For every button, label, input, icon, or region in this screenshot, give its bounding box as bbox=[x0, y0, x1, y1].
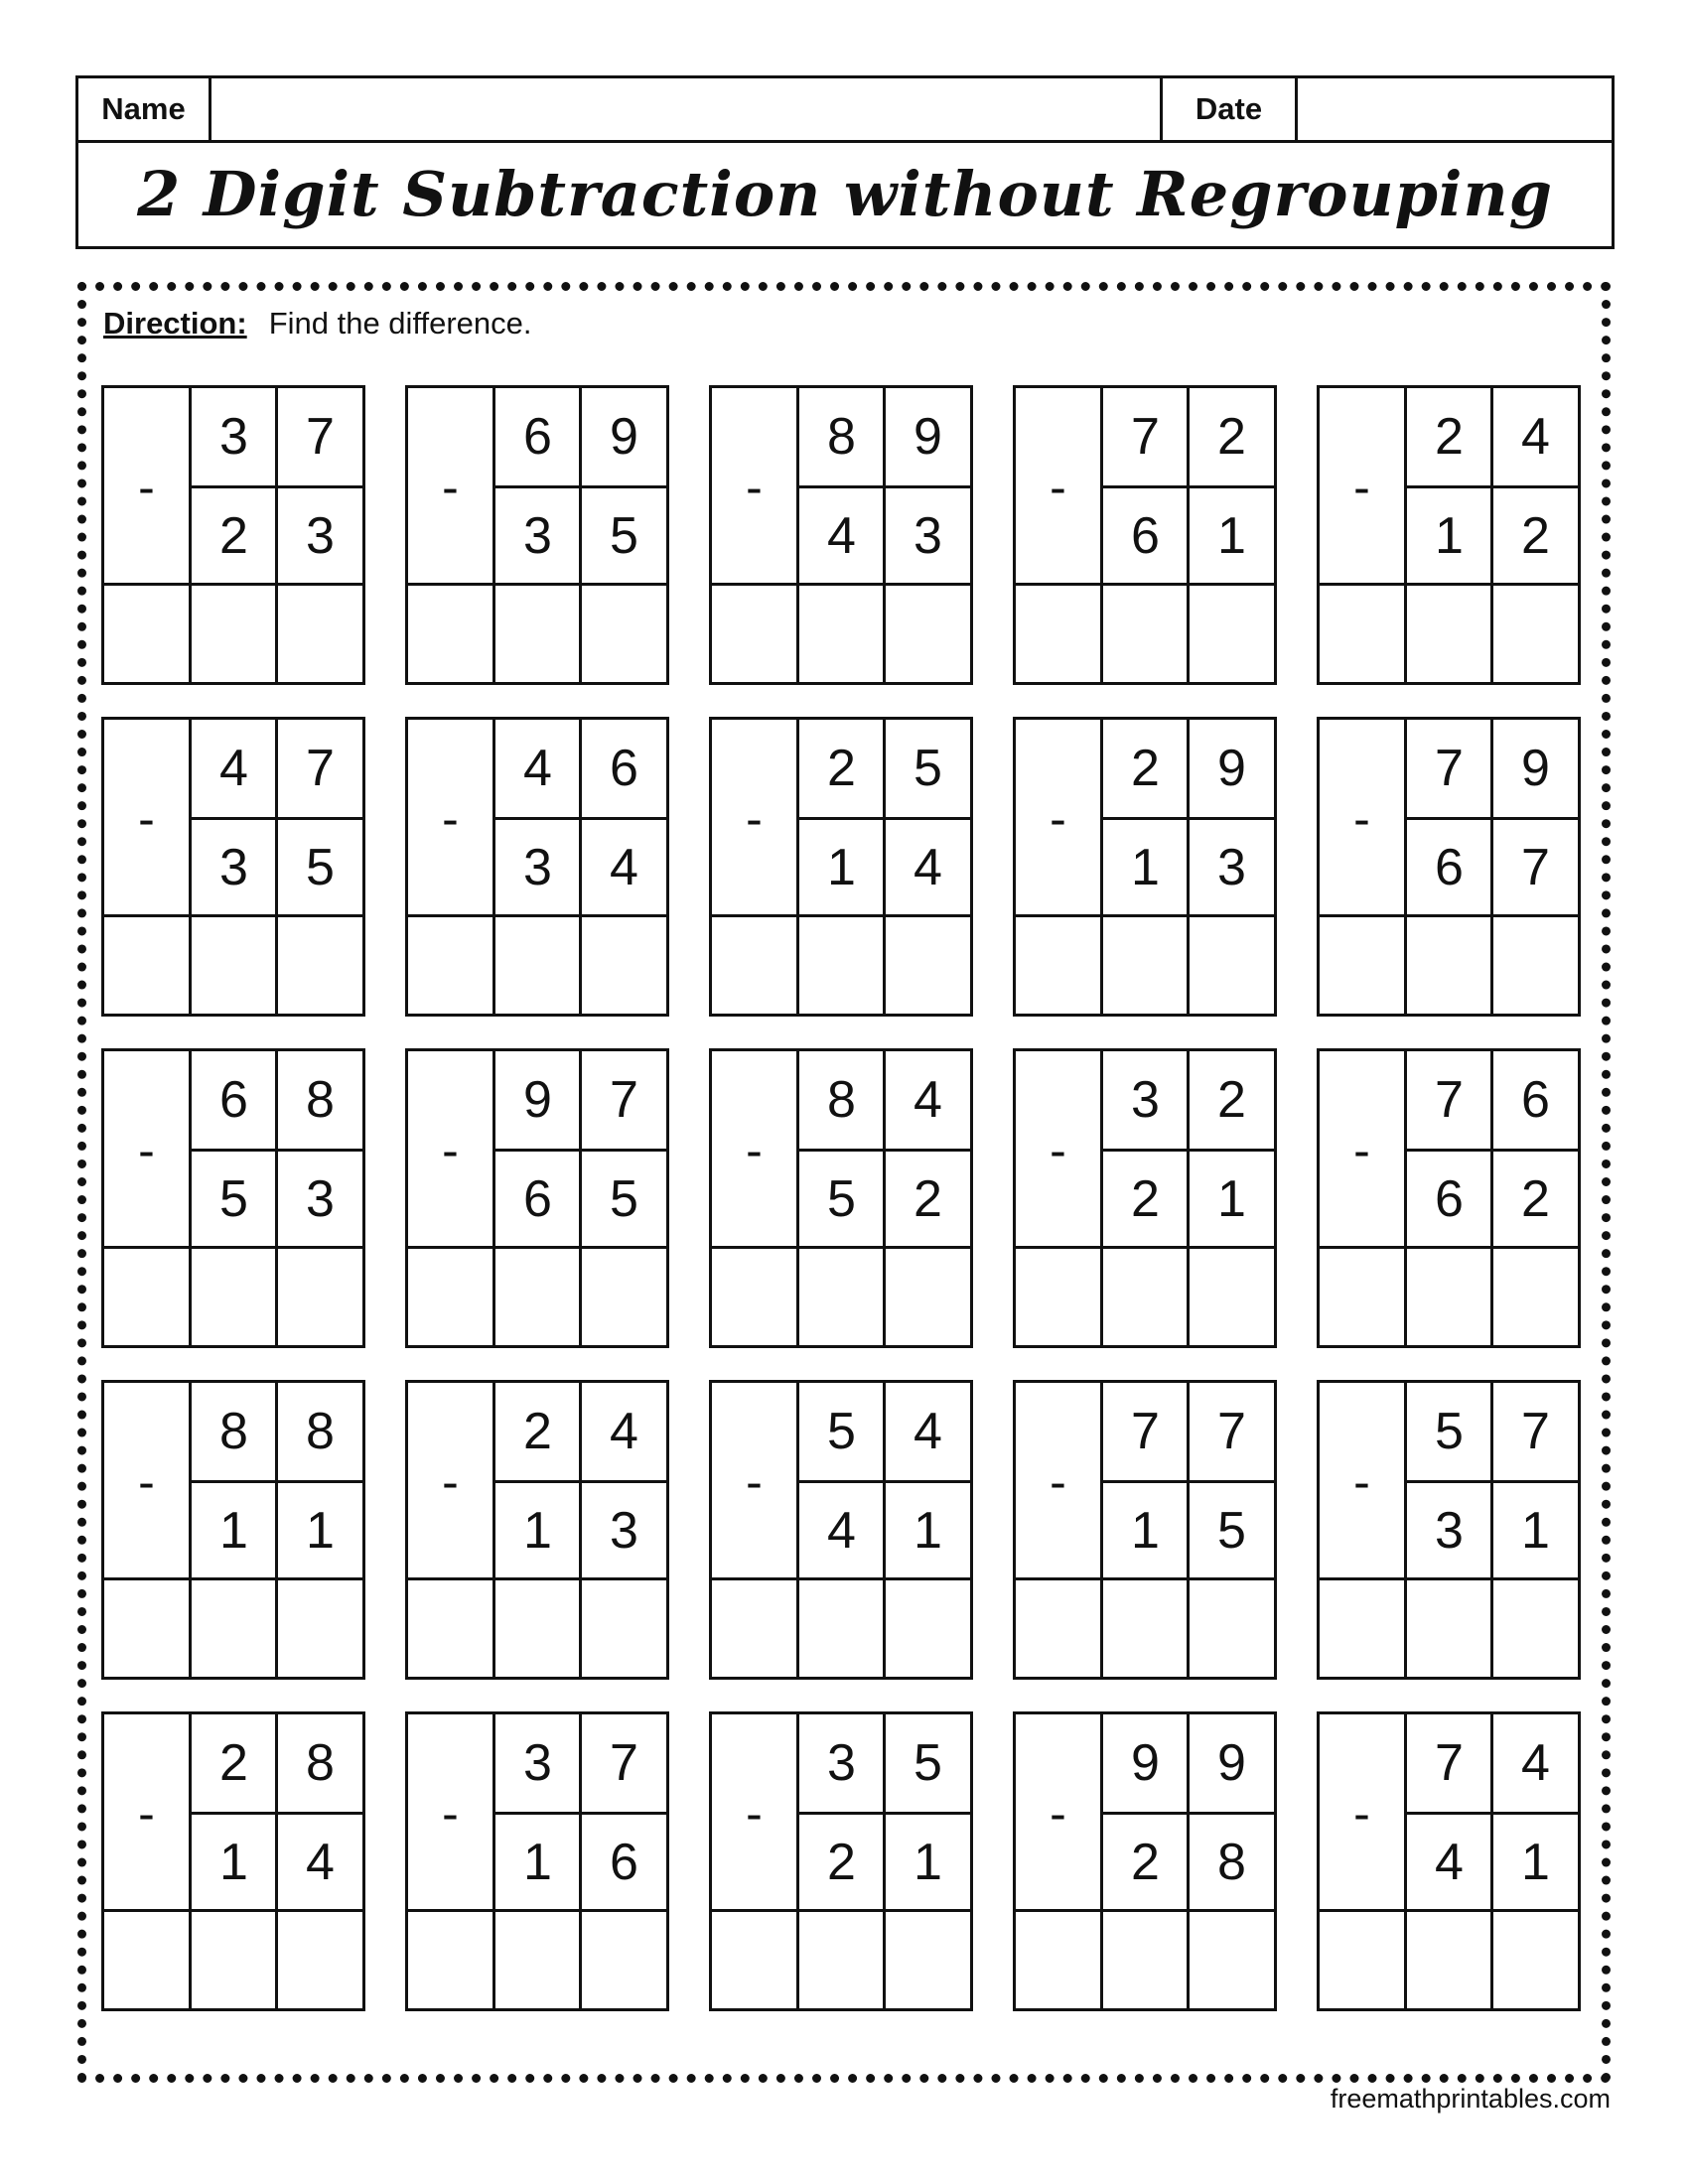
minuend-ones: 5 bbox=[914, 740, 942, 797]
subtrahend-ones: 1 bbox=[914, 1502, 942, 1560]
subtrahend-tens: 3 bbox=[523, 507, 552, 565]
minus-sign: - bbox=[746, 1786, 763, 1842]
minuend-tens: 4 bbox=[523, 740, 552, 797]
footer-site: freemathprintables.com bbox=[1330, 2084, 1611, 2114]
problem-box bbox=[709, 1711, 973, 2011]
problem-box bbox=[1317, 1380, 1581, 1680]
minuend-ones: 4 bbox=[610, 1403, 638, 1460]
problem-box bbox=[405, 385, 669, 685]
subtrahend-ones: 2 bbox=[1521, 1170, 1550, 1228]
minus-sign: - bbox=[1353, 1786, 1370, 1842]
name-date-row bbox=[78, 78, 1612, 143]
problem-box bbox=[1317, 1711, 1581, 2011]
subtrahend-tens: 5 bbox=[219, 1170, 248, 1228]
subtrahend-tens: 1 bbox=[523, 1502, 552, 1560]
problem-grid bbox=[101, 385, 1581, 2011]
problem-box bbox=[101, 1048, 365, 1348]
subtrahend-ones: 3 bbox=[1217, 839, 1246, 896]
problem-box bbox=[101, 1711, 365, 2011]
name-label: Name bbox=[78, 78, 211, 140]
subtrahend-tens: 4 bbox=[827, 1502, 856, 1560]
subtrahend-ones: 5 bbox=[610, 507, 638, 565]
minuend-ones: 8 bbox=[306, 1403, 335, 1460]
subtrahend-ones: 4 bbox=[306, 1834, 335, 1891]
minuend-ones: 9 bbox=[1217, 1734, 1246, 1792]
problem-box bbox=[405, 1711, 669, 2011]
minus-sign: - bbox=[1050, 791, 1066, 847]
subtrahend-tens: 6 bbox=[1435, 1170, 1464, 1228]
minuend-tens: 7 bbox=[1435, 740, 1464, 797]
problem-box bbox=[1317, 385, 1581, 685]
subtrahend-ones: 5 bbox=[610, 1170, 638, 1228]
subtrahend-tens: 1 bbox=[1131, 839, 1160, 896]
minuend-ones: 9 bbox=[610, 408, 638, 466]
minuend-ones: 2 bbox=[1217, 1071, 1246, 1129]
minuend-tens: 8 bbox=[219, 1403, 248, 1460]
problem-box bbox=[709, 1048, 973, 1348]
minus-sign: - bbox=[1353, 460, 1370, 515]
minus-sign: - bbox=[138, 1786, 155, 1842]
subtrahend-tens: 2 bbox=[219, 507, 248, 565]
minuend-ones: 8 bbox=[306, 1071, 335, 1129]
minuend-tens: 9 bbox=[523, 1071, 552, 1129]
subtrahend-tens: 3 bbox=[219, 839, 248, 896]
problem-box bbox=[405, 1048, 669, 1348]
problem-box bbox=[1013, 385, 1277, 685]
minuend-ones: 4 bbox=[914, 1071, 942, 1129]
subtrahend-ones: 2 bbox=[1521, 507, 1550, 565]
problem-box bbox=[405, 1380, 669, 1680]
problem-box bbox=[1317, 717, 1581, 1017]
problem-box bbox=[709, 1380, 973, 1680]
subtrahend-tens: 4 bbox=[1435, 1834, 1464, 1891]
subtrahend-tens: 1 bbox=[219, 1502, 248, 1560]
subtrahend-ones: 1 bbox=[1217, 1170, 1246, 1228]
name-field[interactable] bbox=[211, 78, 1163, 140]
problem-box bbox=[1013, 717, 1277, 1017]
minuend-tens: 3 bbox=[1131, 1071, 1160, 1129]
minuend-tens: 8 bbox=[827, 408, 856, 466]
minuend-tens: 3 bbox=[827, 1734, 856, 1792]
minuend-ones: 8 bbox=[306, 1734, 335, 1792]
problem-box bbox=[1013, 1380, 1277, 1680]
subtrahend-ones: 4 bbox=[914, 839, 942, 896]
minus-sign: - bbox=[1050, 1786, 1066, 1842]
problem-box bbox=[1013, 1711, 1277, 2011]
problem-box bbox=[405, 717, 669, 1017]
minus-sign: - bbox=[442, 791, 459, 847]
minuend-ones: 9 bbox=[1521, 740, 1550, 797]
subtrahend-tens: 4 bbox=[827, 507, 856, 565]
minuend-tens: 8 bbox=[827, 1071, 856, 1129]
minuend-ones: 7 bbox=[1217, 1403, 1246, 1460]
minus-sign: - bbox=[1353, 1123, 1370, 1178]
direction-label: Direction: bbox=[103, 306, 247, 341]
minus-sign: - bbox=[442, 1786, 459, 1842]
subtrahend-tens: 5 bbox=[827, 1170, 856, 1228]
minuend-tens: 6 bbox=[219, 1071, 248, 1129]
subtrahend-ones: 1 bbox=[1521, 1834, 1550, 1891]
minuend-tens: 7 bbox=[1131, 408, 1160, 466]
minus-sign: - bbox=[746, 1123, 763, 1178]
subtrahend-ones: 8 bbox=[1217, 1834, 1246, 1891]
subtrahend-ones: 3 bbox=[610, 1502, 638, 1560]
subtrahend-ones: 6 bbox=[610, 1834, 638, 1891]
minuend-tens: 7 bbox=[1435, 1071, 1464, 1129]
subtrahend-tens: 1 bbox=[1435, 507, 1464, 565]
minuend-ones: 4 bbox=[1521, 408, 1550, 466]
minuend-ones: 6 bbox=[1521, 1071, 1550, 1129]
minus-sign: - bbox=[746, 1454, 763, 1510]
problem-box bbox=[709, 717, 973, 1017]
subtrahend-ones: 1 bbox=[914, 1834, 942, 1891]
subtrahend-tens: 3 bbox=[523, 839, 552, 896]
minuend-ones: 9 bbox=[914, 408, 942, 466]
subtrahend-tens: 1 bbox=[1131, 1502, 1160, 1560]
minus-sign: - bbox=[138, 460, 155, 515]
minuend-tens: 2 bbox=[523, 1403, 552, 1460]
subtrahend-tens: 6 bbox=[523, 1170, 552, 1228]
subtrahend-tens: 2 bbox=[827, 1834, 856, 1891]
date-field[interactable] bbox=[1298, 78, 1612, 140]
subtrahend-ones: 1 bbox=[1521, 1502, 1550, 1560]
minuend-ones: 7 bbox=[610, 1071, 638, 1129]
subtrahend-ones: 3 bbox=[306, 507, 335, 565]
subtrahend-tens: 6 bbox=[1435, 839, 1464, 896]
minuend-tens: 2 bbox=[1131, 740, 1160, 797]
minuend-tens: 9 bbox=[1131, 1734, 1160, 1792]
minuend-ones: 5 bbox=[914, 1734, 942, 1792]
problem-box bbox=[101, 717, 365, 1017]
subtrahend-ones: 1 bbox=[306, 1502, 335, 1560]
minuend-tens: 5 bbox=[827, 1403, 856, 1460]
minuend-tens: 3 bbox=[523, 1734, 552, 1792]
minus-sign: - bbox=[746, 460, 763, 515]
minus-sign: - bbox=[1050, 1454, 1066, 1510]
subtrahend-ones: 4 bbox=[610, 839, 638, 896]
minus-sign: - bbox=[442, 1454, 459, 1510]
subtrahend-tens: 2 bbox=[1131, 1834, 1160, 1891]
minus-sign: - bbox=[1353, 1454, 1370, 1510]
minuend-tens: 3 bbox=[219, 408, 248, 466]
minuend-tens: 6 bbox=[523, 408, 552, 466]
minus-sign: - bbox=[1050, 460, 1066, 515]
subtrahend-ones: 5 bbox=[306, 839, 335, 896]
subtrahend-ones: 7 bbox=[1521, 839, 1550, 896]
subtrahend-ones: 5 bbox=[1217, 1502, 1246, 1560]
minus-sign: - bbox=[442, 1123, 459, 1178]
minuend-ones: 7 bbox=[1521, 1403, 1550, 1460]
subtrahend-ones: 1 bbox=[1217, 507, 1246, 565]
minuend-ones: 4 bbox=[1521, 1734, 1550, 1792]
minus-sign: - bbox=[746, 791, 763, 847]
minus-sign: - bbox=[442, 460, 459, 515]
minus-sign: - bbox=[138, 1454, 155, 1510]
minus-sign: - bbox=[138, 791, 155, 847]
minuend-tens: 7 bbox=[1131, 1403, 1160, 1460]
problem-box bbox=[1317, 1048, 1581, 1348]
minuend-tens: 2 bbox=[827, 740, 856, 797]
direction bbox=[103, 304, 532, 343]
subtrahend-ones: 3 bbox=[306, 1170, 335, 1228]
minuend-tens: 2 bbox=[1435, 408, 1464, 466]
minuend-ones: 4 bbox=[914, 1403, 942, 1460]
problem-box bbox=[101, 385, 365, 685]
subtrahend-ones: 3 bbox=[914, 507, 942, 565]
minuend-tens: 7 bbox=[1435, 1734, 1464, 1792]
minuend-tens: 5 bbox=[1435, 1403, 1464, 1460]
subtrahend-tens: 3 bbox=[1435, 1502, 1464, 1560]
subtrahend-tens: 1 bbox=[523, 1834, 552, 1891]
subtrahend-tens: 1 bbox=[827, 839, 856, 896]
subtrahend-tens: 1 bbox=[219, 1834, 248, 1891]
minuend-tens: 2 bbox=[219, 1734, 248, 1792]
minuend-ones: 7 bbox=[306, 740, 335, 797]
minuend-ones: 6 bbox=[610, 740, 638, 797]
minus-sign: - bbox=[1050, 1123, 1066, 1178]
subtrahend-ones: 2 bbox=[914, 1170, 942, 1228]
date-label: Date bbox=[1163, 78, 1298, 140]
minuend-tens: 4 bbox=[219, 740, 248, 797]
worksheet-header bbox=[75, 75, 1615, 249]
minus-sign: - bbox=[1353, 791, 1370, 847]
minuend-ones: 9 bbox=[1217, 740, 1246, 797]
problem-box bbox=[1013, 1048, 1277, 1348]
problem-box bbox=[709, 385, 973, 685]
minus-sign: - bbox=[138, 1123, 155, 1178]
minuend-ones: 7 bbox=[306, 408, 335, 466]
worksheet-title: 2 Digit Subtraction without Regrouping bbox=[137, 158, 1553, 230]
direction-text: Find the difference. bbox=[268, 306, 532, 341]
minuend-ones: 7 bbox=[610, 1734, 638, 1792]
subtrahend-tens: 6 bbox=[1131, 507, 1160, 565]
subtrahend-tens: 2 bbox=[1131, 1170, 1160, 1228]
minuend-ones: 2 bbox=[1217, 408, 1246, 466]
problem-box bbox=[101, 1380, 365, 1680]
